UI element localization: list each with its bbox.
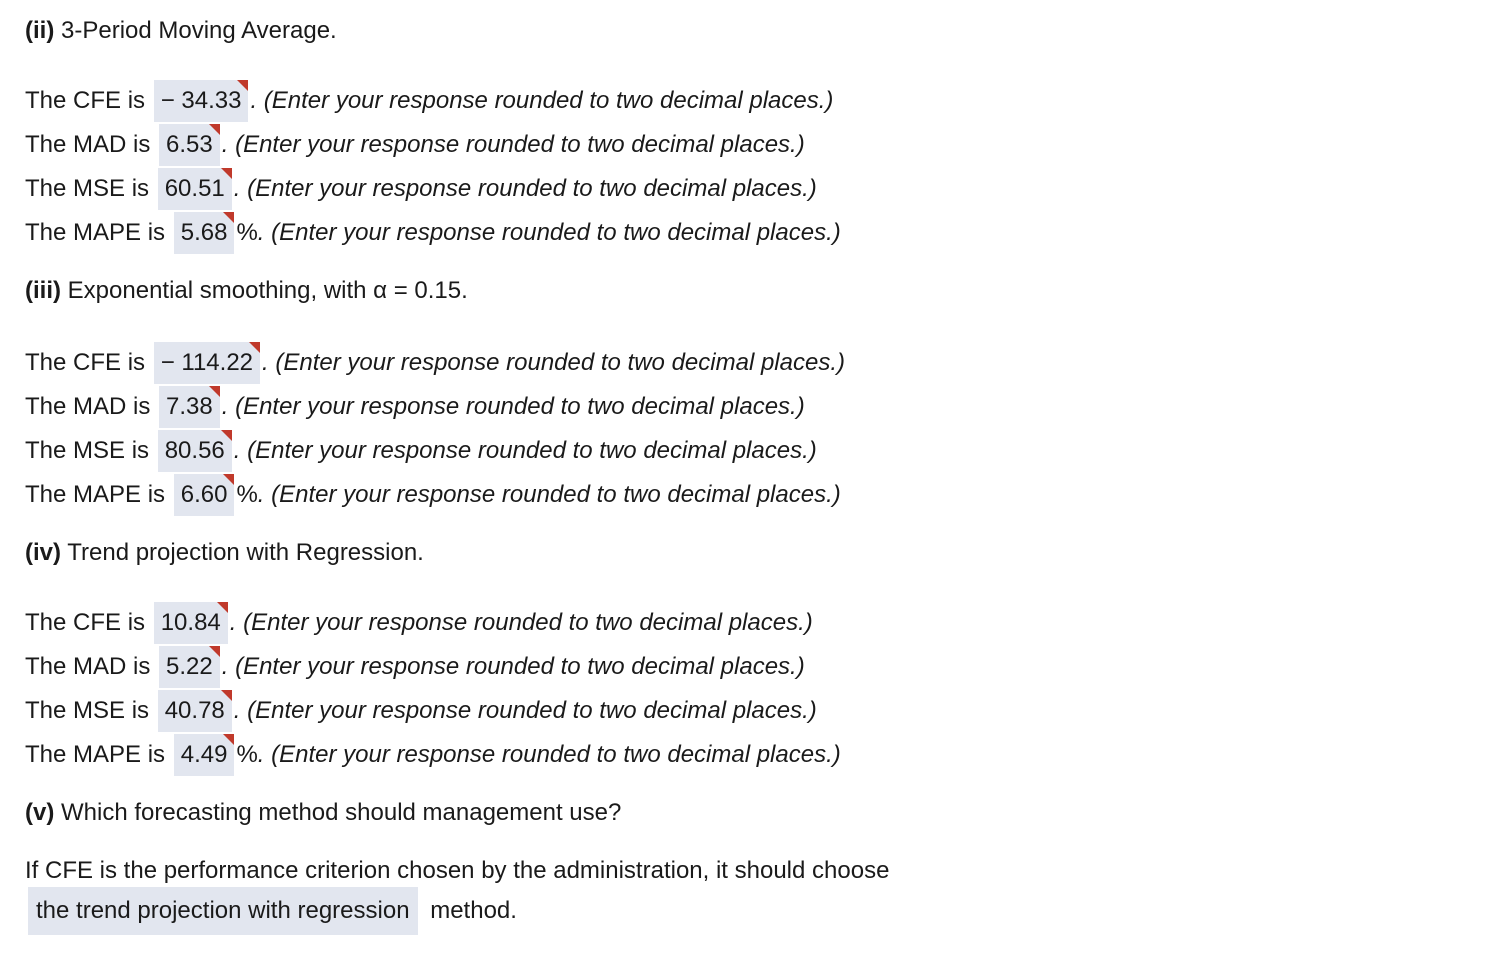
row-label: The MSE is [25,175,150,202]
flag-icon [223,474,234,485]
answer-value: 4.49 [180,741,228,768]
method-suffix: method. [430,897,517,924]
flag-icon [221,430,232,441]
section-iv-heading [25,538,424,568]
hint-text: . (Enter your response rounded to two decimal places.) [229,609,813,636]
row-label: The MSE is [25,697,150,724]
flag-icon [223,212,234,223]
hint-text: . (Enter your response rounded to two decimal places.) [250,87,834,114]
section-v-title: Which forecasting method should management use? [61,799,622,826]
cfe-answer-field[interactable] [154,602,228,644]
answer-value: 60.51 [164,175,225,202]
hint-text: . (Enter your response rounded to two decimal places.) [221,131,805,158]
section-iii-label: (iii) [25,277,61,304]
answer-value: 10.84 [160,609,221,636]
row-iii-mad [25,386,805,428]
mad-answer-field[interactable] [159,646,220,688]
row-label: The MAPE is [25,741,166,768]
row-ii-mse [25,168,817,210]
hint-text: . (Enter your response rounded to two decimal places.) [233,175,817,202]
method-answer-row [28,887,517,935]
row-label: The MAD is [25,131,151,158]
percent-sign: % [236,481,258,508]
method-statement: If CFE is the performance criterion chosen by the administration, it should choose [25,857,890,884]
flag-icon [249,342,260,353]
hint-text: . (Enter your response rounded to two decimal places.) [262,349,845,376]
section-ii-label: (ii) [25,17,55,44]
row-label: The MAD is [25,393,151,420]
row-iv-cfe [25,602,813,644]
row-label: The CFE is [25,87,146,114]
flag-icon [221,690,232,701]
mse-answer-field[interactable] [158,430,232,472]
flag-icon [221,168,232,179]
section-v-label: (v) [25,799,55,826]
flag-icon [209,124,220,135]
dropdown-selected-value: the trend projection with regression [36,897,410,924]
row-iv-mape [25,734,841,776]
answer-value: 80.56 [164,437,225,464]
mse-answer-field[interactable] [158,168,232,210]
row-label: The MAPE is [25,219,166,246]
row-iii-cfe [25,342,845,384]
section-v-heading [25,798,621,828]
answer-value: 5.68 [180,219,228,246]
row-iv-mse [25,690,817,732]
row-iv-mad [25,646,805,688]
mad-answer-field[interactable] [159,386,220,428]
row-label: The MAPE is [25,481,166,508]
mape-answer-field[interactable] [174,212,235,254]
hint-text: . (Enter your response rounded to two decimal places.) [221,653,805,680]
flag-icon [209,386,220,397]
row-label: The MSE is [25,437,150,464]
answer-value: 7.38 [166,393,213,420]
row-iii-mse [25,430,817,472]
flag-icon [237,80,248,91]
hint-text: . (Enter your response rounded to two decimal places.) [233,697,817,724]
flag-icon [209,646,220,657]
mse-answer-field[interactable] [158,690,232,732]
mape-answer-field[interactable] [174,734,235,776]
flag-icon [223,734,234,745]
answer-value: 5.22 [166,653,213,680]
hint-text: . (Enter your response rounded to two decimal places.) [233,437,817,464]
hint-text: . (Enter your response rounded to two decimal places.) [221,393,805,420]
answer-value: − 34.33 [160,87,242,114]
row-ii-mape [25,212,841,254]
answer-value: 6.60 [180,481,228,508]
percent-sign: % [236,741,258,768]
section-iii-heading [25,276,468,306]
row-label: The MAD is [25,653,151,680]
hint-text: . (Enter your response rounded to two decimal places.) [257,741,841,768]
row-label: The CFE is [25,609,146,636]
row-iii-mape [25,474,841,516]
percent-sign: % [236,219,258,246]
cfe-answer-field[interactable] [154,80,249,122]
hint-text: . (Enter your response rounded to two decimal places.) [257,481,841,508]
method-dropdown[interactable] [28,887,418,935]
section-iii-title: Exponential smoothing, with α = 0.15. [67,277,468,304]
answer-value: 6.53 [166,131,213,158]
section-iv-title: Trend projection with Regression. [67,539,424,566]
section-ii-heading [25,16,337,46]
hint-text: . (Enter your response rounded to two decimal places.) [257,219,841,246]
answer-value: − 114.22 [160,349,254,376]
row-ii-cfe [25,80,833,122]
mad-answer-field[interactable] [159,124,220,166]
row-label: The CFE is [25,349,146,376]
answer-value: 40.78 [164,697,225,724]
row-ii-mad [25,124,805,166]
cfe-answer-field[interactable] [154,342,260,384]
section-ii-title: 3-Period Moving Average. [61,17,337,44]
mape-answer-field[interactable] [174,474,235,516]
section-iv-label: (iv) [25,539,61,566]
flag-icon [217,602,228,613]
